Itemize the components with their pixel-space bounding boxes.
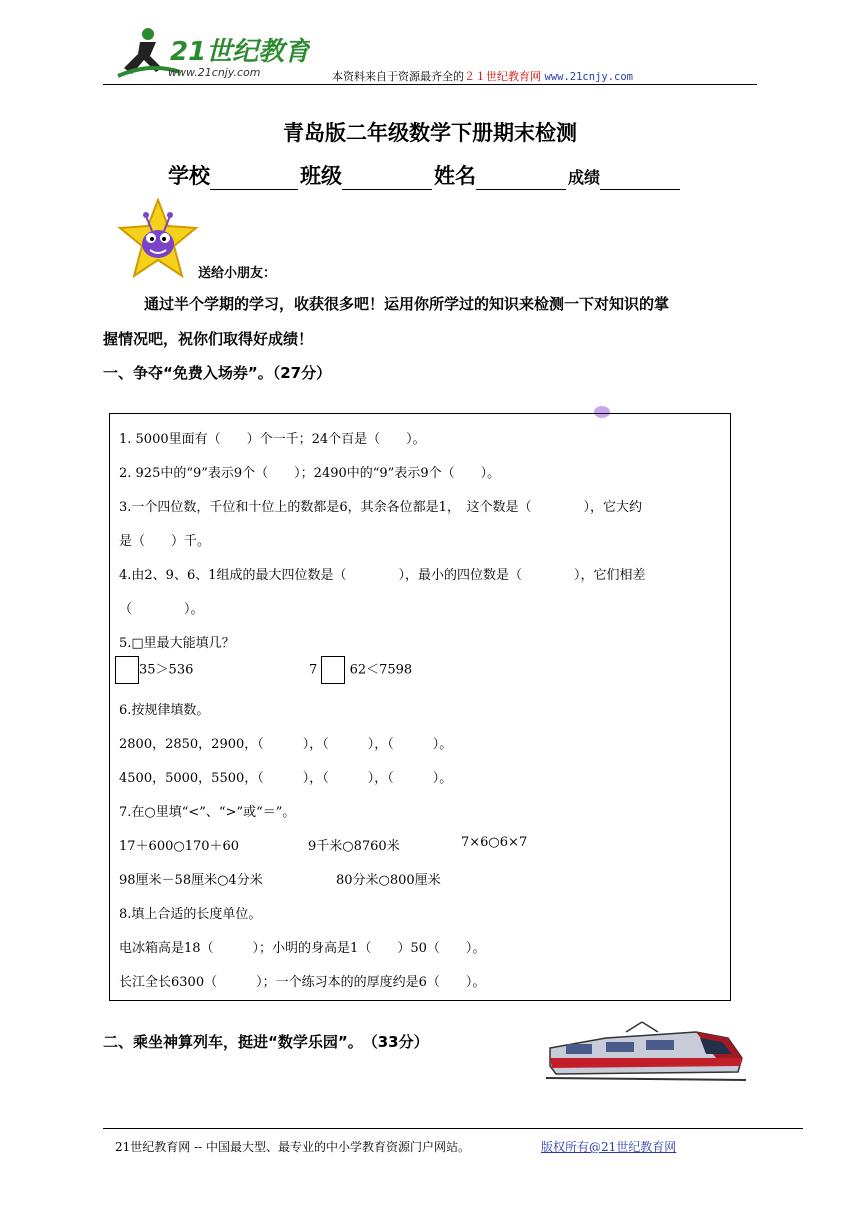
header-site-link[interactable]: ２１世纪教育网 (464, 70, 541, 83)
question-7: 7.在○里填“<”、“>”或“＝”。 (119, 805, 296, 820)
name-label: 姓名 (434, 164, 476, 188)
question-7-e: 80分米○800厘米 (336, 873, 441, 888)
question-3-line2: 是（ ）千。 (119, 534, 211, 549)
footer-divider (103, 1128, 803, 1129)
greeting-heading: 送给小朋友： (198, 266, 277, 281)
logo-url: www.21cnjy.com (168, 66, 261, 79)
class-label: 班级 (300, 164, 342, 188)
name-field[interactable] (476, 167, 566, 190)
intro-text-line1: 通过半个学期的学习，收获很多吧！运用你所学过的知识来检测一下对知识的掌 (144, 295, 670, 313)
intro-text-line2: 握情况吧，祝你们取得好成绩！ (103, 330, 314, 348)
school-label: 学校 (168, 164, 210, 188)
question-8-row1: 电冰箱高是18（ ）；小明的身高是1（ ）50（ ）。 (119, 941, 486, 956)
question-7-d: 98厘米－58厘米○4分米 (119, 873, 263, 888)
score-field[interactable] (600, 167, 680, 190)
header-url-link[interactable]: www.21cnjy.com (544, 71, 634, 83)
section2-title: 二、乘坐神算列车，挺进“数学乐园”。 （33分） (103, 1033, 429, 1051)
class-field[interactable] (342, 167, 432, 190)
question-5: 5.□里最大能填几？ (119, 636, 235, 651)
school-field[interactable] (210, 167, 298, 190)
footer-copyright-link[interactable]: 版权所有@21世纪教育网 (541, 1140, 677, 1154)
answer-box[interactable] (115, 656, 139, 684)
answer-box[interactable] (321, 656, 345, 684)
question-4-line1: 4.由2、9、6、1组成的最大四位数是（ ），最小的四位数是（ ），它们相差 (119, 568, 646, 583)
q5-mid-suffix: 62＜7598 (349, 662, 413, 678)
page-title: 青岛版二年级数学下册期末检测 (283, 121, 577, 145)
question-1: 1. 5000里面有（ ）个一千；24个百是（ ）。 (119, 432, 426, 447)
question-8-row2: 长江全长6300（ ）；一个练习本的的厚度约是6（ ）。 (119, 975, 486, 990)
q5-mid-prefix: 7 (309, 662, 318, 678)
question-7-a: 17＋600○170＋60 (119, 839, 240, 854)
footer-site-description: 21世纪教育网 -- 中国最大型、最专业的中小学教育资源门户网站。 (115, 1140, 471, 1154)
site-logo (110, 22, 310, 84)
question-2: 2. 925中的“9”表示9个（ ）；2490中的“9”表示9个（ ）。 (119, 466, 501, 481)
star-mascot-image (116, 198, 200, 280)
section1-title: 一、争夺“免费入场券”。（27分） (103, 364, 332, 382)
header-divider (103, 84, 757, 85)
question-7-c: 7×6○6×7 (461, 835, 528, 850)
logo-text: 21世纪教育 (170, 37, 310, 67)
question-5-item-a (115, 656, 193, 684)
question-4-line2: （ ）。 (119, 602, 204, 617)
header-note (332, 68, 633, 84)
student-info-row (168, 160, 682, 190)
question-6-row2: 4500，5000，5500，（ ），（ ），（ ）。 (119, 771, 453, 786)
question-5-item-b (309, 656, 412, 684)
question-8: 8.填上合适的长度单位。 (119, 907, 262, 922)
question-7-b: 9千米○8760米 (308, 839, 400, 854)
header-note-prefix: 本资料来自于资源最齐全的 (332, 70, 464, 83)
question-6: 6.按规律填数。 (119, 703, 210, 718)
question-3-line1: 3.一个四位数，千位和十位上的数都是6，其余各位都是1， 这个数是（ ），它大约 (119, 500, 642, 515)
q5-left-expr: 35＞536 (139, 662, 194, 678)
train-image (546, 1018, 748, 1084)
question-6-row1: 2800，2850，2900，（ ），（ ），（ ）。 (119, 737, 453, 752)
score-label: 成绩 (568, 168, 601, 187)
